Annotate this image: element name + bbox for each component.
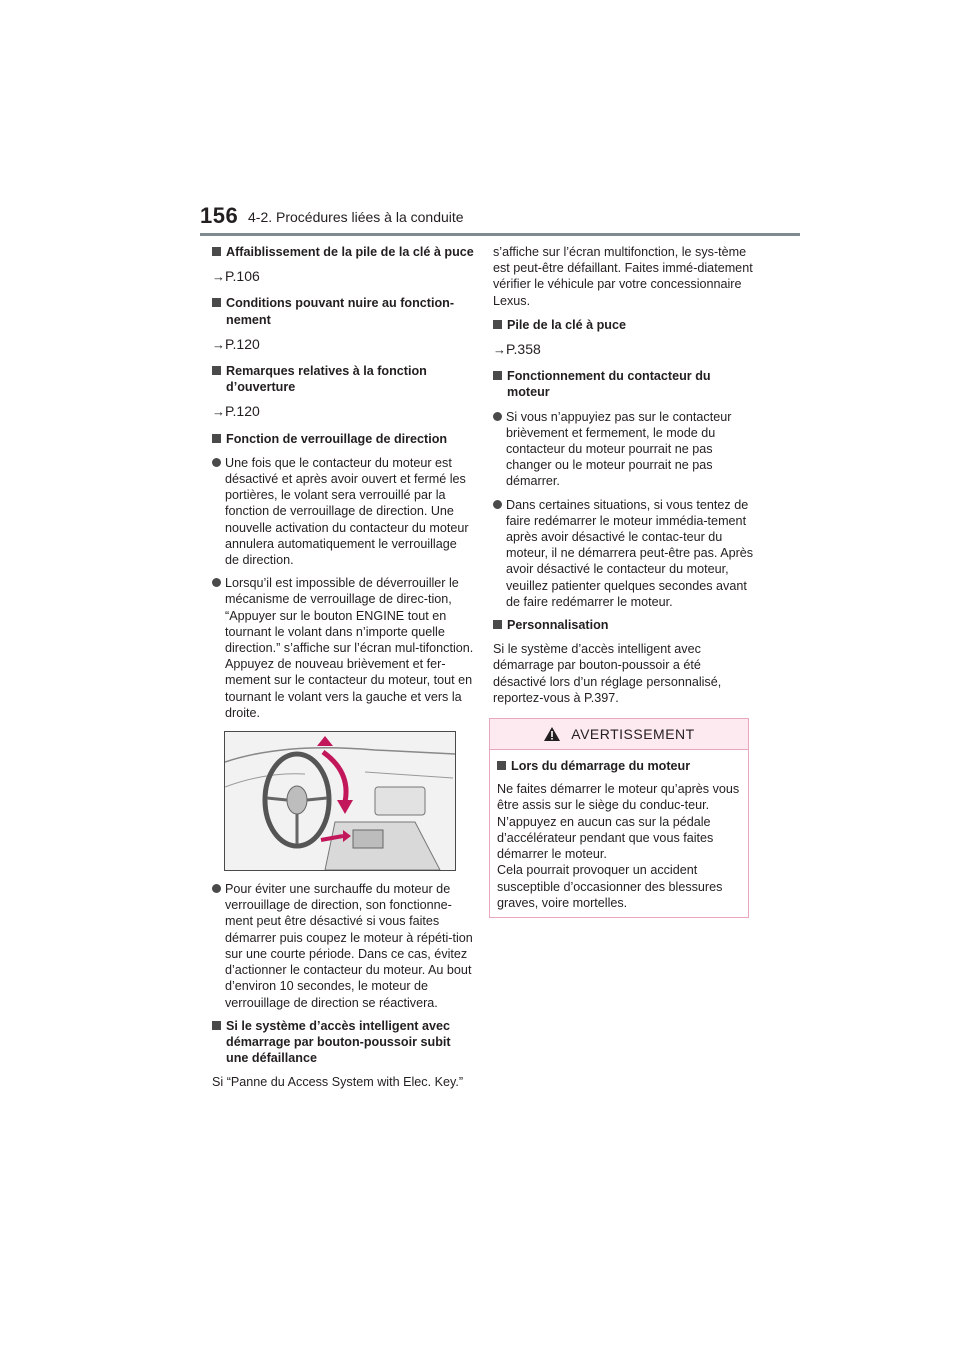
section-heading [212,431,474,447]
warning-triangle-icon [543,726,561,742]
square-bullet-icon [212,247,221,256]
square-bullet-icon [212,434,221,443]
steering-illustration-svg [225,732,455,870]
right-column [493,244,755,918]
bullet-item [212,575,474,721]
heading-text: Pile de la clé à puce [507,317,627,332]
steering-wheel-illustration [224,731,456,871]
warning-header [490,719,748,750]
heading-text: Fonctionnement du contacteur du moteur [507,369,711,400]
bullet-item [212,455,474,568]
heading-text: Si le système d’accès intelligent avec démarrage par bouton-poussoir subit une défaillance [226,1018,451,1066]
page-number: 156 [200,203,239,228]
section-heading [497,758,742,774]
square-bullet-icon [493,371,502,380]
heading-text: Fonction de verrouillage de direction [226,431,448,446]
square-bullet-icon [497,761,506,770]
square-bullet-icon [212,1021,221,1030]
square-bullet-icon [212,366,221,375]
round-bullet-icon [212,578,221,587]
paragraph: Cela pourrait provoquer un accident susceptible d’occasionner des blessures graves, voire mortelles. [497,863,723,910]
heading-text: Lors du démarrage du moteur [511,759,691,774]
heading-text: Conditions pouvant nuire au fonction-nement [226,296,455,327]
arrow-right-icon: → [212,269,225,285]
section-heading [212,244,474,260]
square-bullet-icon [212,298,221,307]
reference-link[interactable]: P.120 [225,403,260,420]
arrow-right-icon: → [212,404,225,420]
heading-text: Personnalisation [507,618,609,633]
header-divider [200,233,800,236]
round-bullet-icon [493,500,502,509]
section-heading [493,617,755,633]
page-reference [493,341,755,358]
round-bullet-icon [212,884,221,893]
bullet-item [212,881,474,1011]
reference-link[interactable]: P.358 [506,341,541,358]
section-heading [212,295,474,327]
round-bullet-icon [493,412,502,421]
page-reference [212,336,474,353]
section-heading [212,1018,474,1067]
page-reference [212,268,474,285]
warning-body [490,750,748,917]
bullet-text: Pour éviter une surchauffe du moteur de verrouillage de direction, son fonctionne-ment peut être désactivé si vous faites démarrer puis coupez le moteur à répéti-tion sur une courte période. Dans ce cas, évitez d’actionner le contacteur du moteur. Au bout d’environ 10 secondes, le moteur de verrouillage de direction se réactivera. [225,882,473,1010]
warning-box [489,718,749,918]
paragraph: Ne faites démarrer le moteur qu’après vous être assis sur le siège du conduc-teur. N’appuyez en aucun cas sur la pédale d’accélérateur pendant que vous faites démarrer le moteur. [497,782,740,862]
section-heading [212,363,474,395]
warning-title: AVERTISSEMENT [571,725,695,742]
bullet-item [493,409,755,490]
left-column [212,244,474,1099]
page-reference [212,403,474,420]
arrow-right-icon: → [212,336,225,352]
reference-link[interactable]: P.106 [225,268,260,285]
bullet-text: Dans certaines situations, si vous tentez de faire redémarrer le moteur immédia-tement après avoir désactivé le contac-teur du moteur, il ne démarrera peut-être pas. Après avoir désactivé le contacteur du moteur, veuillez patienter quelques secondes avant de faire redémarrer le moteur. [506,497,754,609]
paragraph: Si le système d’accès intelligent avec démarrage par bouton-poussoir a été désactivé lors d’un réglage personnalisé, reportez-vous à P.397. [493,642,722,705]
square-bullet-icon [493,320,502,329]
heading-text: Affaiblissement de la pile de la clé à puce [226,245,474,259]
paragraph: Si “Panne du Access System with Elec. Key.” [212,1075,464,1090]
heading-text: Remarques relatives à la fonction d’ouverture [226,364,427,395]
square-bullet-icon [493,620,502,629]
paragraph: s’affiche sur l’écran multifonction, le sys-tème est peut-être défaillant. Faites immé-diatement vérifier le véhicule par votre concessionnaire Lexus. [493,245,753,308]
bullet-text: Si vous n’appuyiez pas sur le contacteur brièvement et fermement, le mode du contacteur du moteur pourrait ne pas changer ou le moteur pourrait ne pas démarrer. [506,409,732,489]
bullet-item [493,497,755,610]
section-heading [493,368,755,400]
arrow-right-icon: → [493,342,506,358]
round-bullet-icon [212,458,221,467]
bullet-text: Appuyez de nouveau brièvement et fer-mement sur le contacteur du moteur, tout en tournant le volant vers la gauche et vers la droite. [225,657,473,720]
bullet-text: Lorsqu’il est impossible de déverrouiller le mécanisme de verrouillage de direc-tion, “Appuyer sur le bouton ENGINE tout en tournant le volant dans n’importe quelle direction.” s’affiche sur l’écran mul-tifonction. [225,576,474,656]
section-title: 4-2. Procédures liées à la conduite [248,209,464,225]
reference-link[interactable]: P.120 [225,335,260,352]
bullet-text: Une fois que le contacteur du moteur est désactivé et après avoir ouvert et fermé les portières, le volant sera verrouillé par la fonction de verrouillage de direction. Une nouvelle activation du contacteur du moteur annulera automatiquement le verrouillage de direction. [225,455,469,568]
section-heading [493,317,755,333]
